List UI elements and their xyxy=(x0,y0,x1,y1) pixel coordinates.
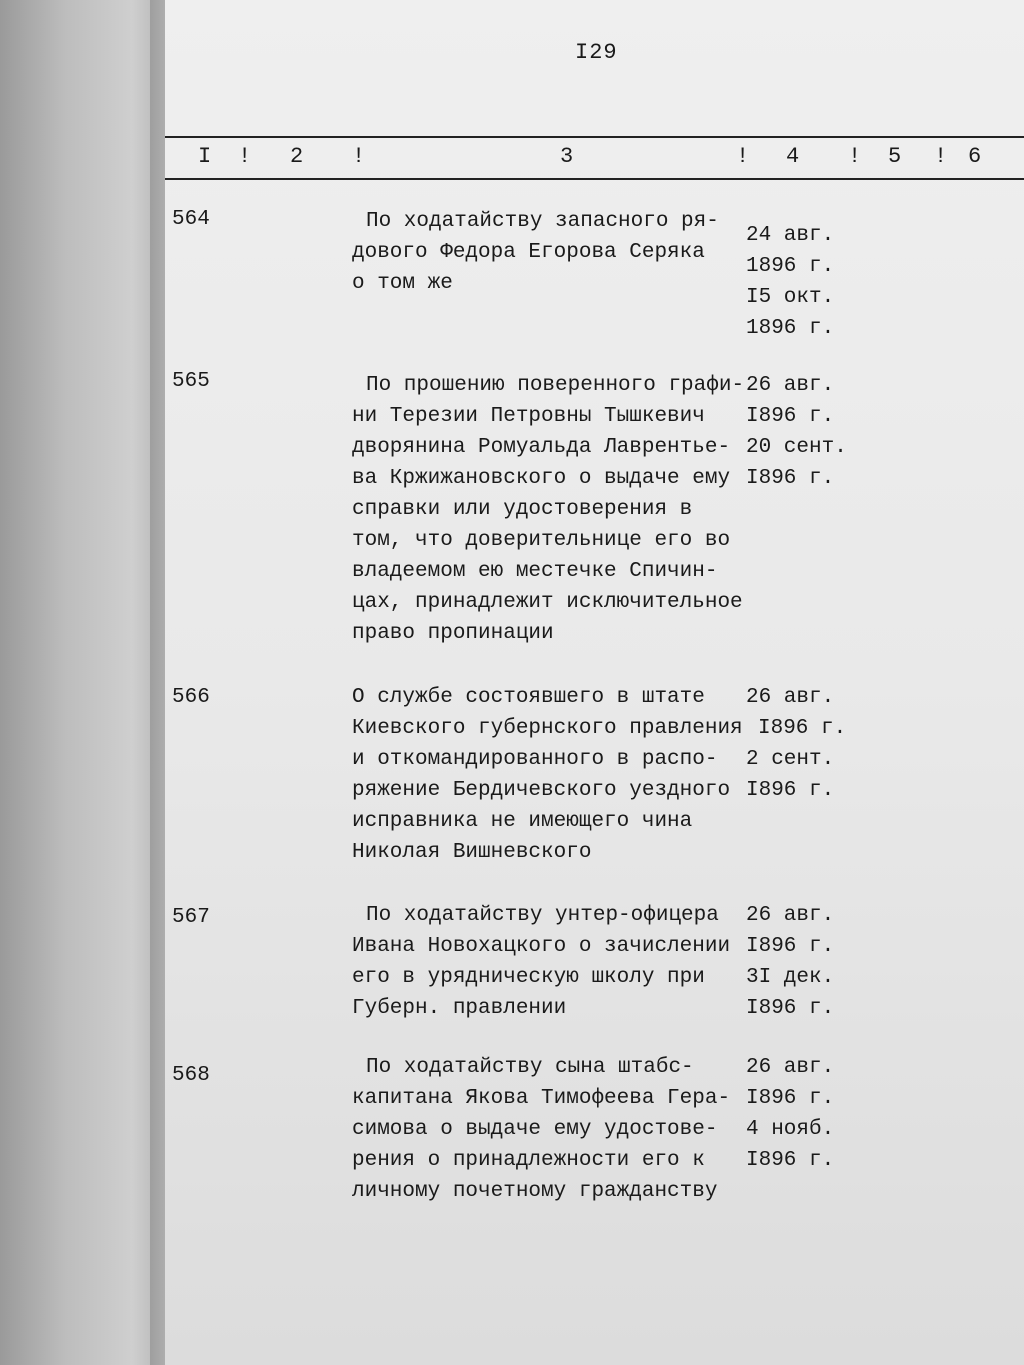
entry-dates xyxy=(746,682,846,806)
entry-line: По ходатайству запасного ря- xyxy=(366,210,719,233)
entry-line: По ходатайству унтер-офицера xyxy=(366,904,719,927)
entry-description xyxy=(352,370,747,649)
entry-line: справки или удостоверения в xyxy=(352,498,693,521)
entry-number: 568 xyxy=(172,1064,210,1087)
date-end: 3I дек. xyxy=(746,966,835,989)
entry-line: его в урядническую школу при xyxy=(352,966,705,989)
entry-description xyxy=(352,900,747,1024)
col-separator: ! xyxy=(352,144,366,169)
date-start: 26 авг. xyxy=(746,904,835,927)
entry-line: владеемом ею местечке Спичин- xyxy=(352,560,718,583)
entry-description xyxy=(352,682,747,868)
date-end: I5 окт. xyxy=(746,286,835,309)
year-end: I896 г. xyxy=(746,779,835,802)
year-start: I896 г. xyxy=(746,405,835,428)
entry-line: Ивана Новохацкого о зачислении xyxy=(352,935,731,958)
year-end: 1896 г. xyxy=(746,317,835,340)
entry-line: По ходатайству сына штабс- xyxy=(366,1056,694,1079)
entry-number: 567 xyxy=(172,906,210,929)
entry-line: рения о принадлежности его к xyxy=(352,1149,705,1172)
date-start: 24 авг. xyxy=(746,224,835,247)
table-header-rule-bottom xyxy=(165,178,1024,180)
entry-line: цах, принадлежит исключительное xyxy=(352,591,743,614)
year-start: I896 г. xyxy=(746,935,835,958)
col-separator: ! xyxy=(934,144,948,169)
year-start: I896 г. xyxy=(758,717,847,740)
year-end: I896 г. xyxy=(746,1149,835,1172)
entry-line: исправника не имеющего чина xyxy=(352,810,693,833)
date-end: 20 сент. xyxy=(746,436,847,459)
page-number: I29 xyxy=(575,40,618,65)
date-start: 26 авг. xyxy=(746,686,835,709)
col-separator: ! xyxy=(736,144,750,169)
date-end: 2 сент. xyxy=(746,748,835,771)
date-start: 26 авг. xyxy=(746,1056,835,1079)
entry-line: ни Терезии Петровны Тышкевич xyxy=(352,405,705,428)
entry-description xyxy=(352,1052,747,1207)
entry-line: и откомандированного в распо- xyxy=(352,748,718,771)
entry-line: личному почетному гражданству xyxy=(352,1180,718,1203)
entry-line: о том же xyxy=(352,272,453,295)
entry-line: дового Федора Егорова Серяка xyxy=(352,241,705,264)
entry-dates xyxy=(746,900,834,1024)
year-start: I896 г. xyxy=(746,1087,835,1110)
year-end: I896 г. xyxy=(746,997,835,1020)
entry-line: капитана Якова Тимофеева Гера- xyxy=(352,1087,731,1110)
entry-line: По прошению поверенного графи- xyxy=(366,374,745,397)
facing-page xyxy=(0,0,165,1365)
col-separator: ! xyxy=(238,144,252,169)
year-start: 1896 г. xyxy=(746,255,835,278)
entry-line: Губерн. правлении xyxy=(352,997,567,1020)
entry-line: Киевского губернского правления xyxy=(352,717,743,740)
entry-line: Николая Вишневского xyxy=(352,841,592,864)
entry-dates xyxy=(746,1052,834,1176)
entry-line: том, что доверительнице его во xyxy=(352,529,731,552)
col-header-2: 2 xyxy=(290,144,304,169)
table-header-rule-top xyxy=(165,136,1024,138)
entry-line: О службе состоявшего в штате xyxy=(352,686,705,709)
entry-dates xyxy=(746,220,834,344)
entry-line: ва Кржижановского о выдаче ему xyxy=(352,467,731,490)
entry-line: право пропинации xyxy=(352,622,554,645)
date-start: 26 авг. xyxy=(746,374,835,397)
year-end: I896 г. xyxy=(746,467,835,490)
entry-line: дворянина Ромуальда Лаврентье- xyxy=(352,436,731,459)
col-header-5: 5 xyxy=(888,144,902,169)
entry-number: 566 xyxy=(172,686,210,709)
entry-dates xyxy=(746,370,847,494)
entry-line: ряжение Бердичевского уездного xyxy=(352,779,731,802)
date-end: 4 нояб. xyxy=(746,1118,835,1141)
col-header-4: 4 xyxy=(786,144,800,169)
entry-number: 565 xyxy=(172,370,210,393)
col-header-3: 3 xyxy=(560,144,574,169)
col-header-1: I xyxy=(198,144,212,169)
col-header-6: 6 xyxy=(968,144,982,169)
entry-line: симова о выдаче ему удостове- xyxy=(352,1118,718,1141)
entry-number: 564 xyxy=(172,208,210,231)
entry-description xyxy=(352,206,747,299)
col-separator: ! xyxy=(848,144,862,169)
